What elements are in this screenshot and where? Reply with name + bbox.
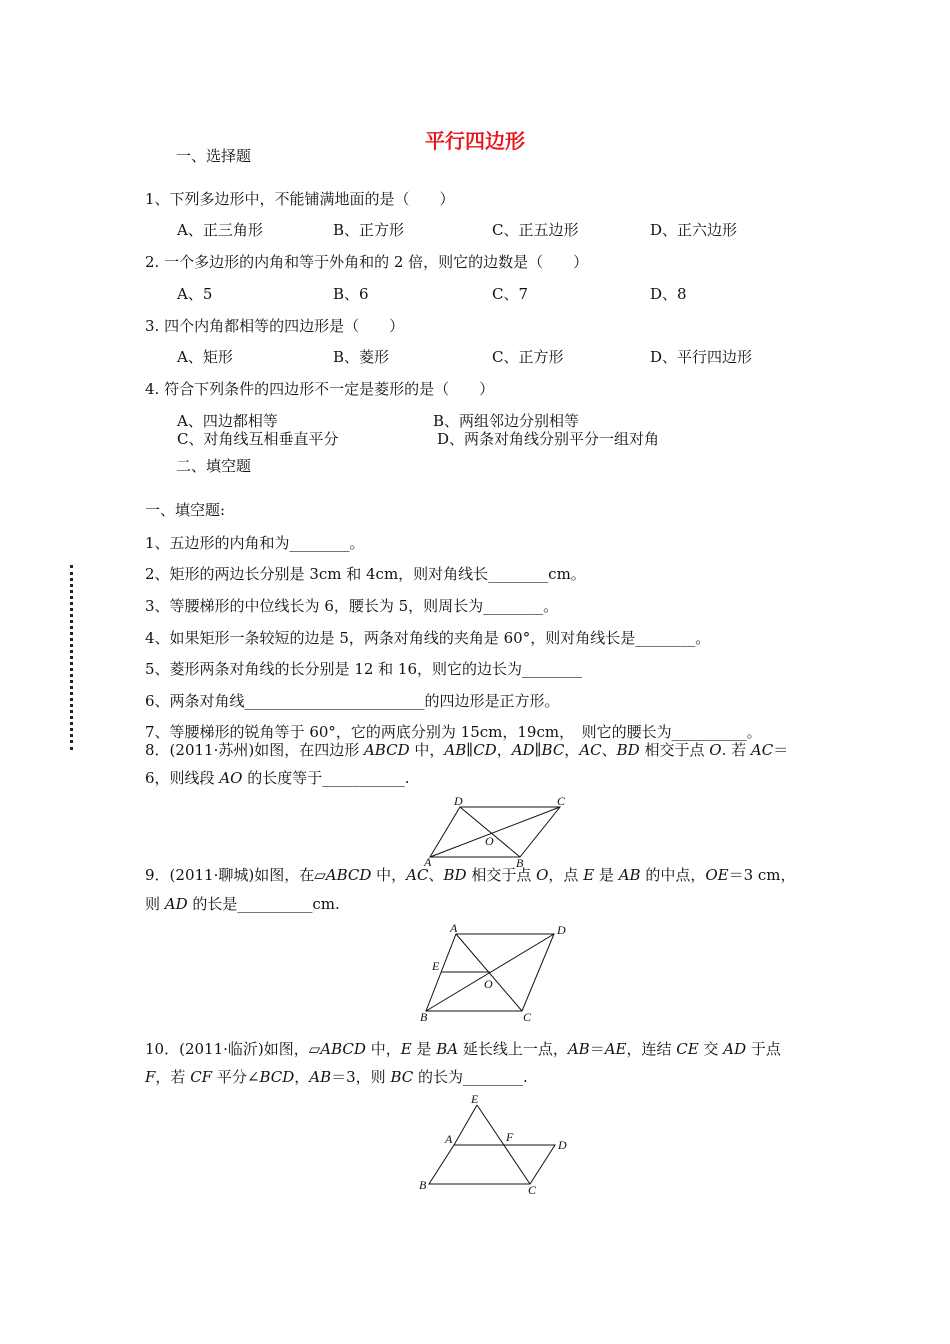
question-3-option-c: C、正方形 bbox=[492, 348, 564, 366]
fill-question-6: 6、两条对角线________________________的四边形是正方形。 bbox=[145, 692, 560, 710]
q8-diagonal-bd bbox=[460, 807, 520, 857]
q9-label-c: C bbox=[523, 1010, 532, 1024]
question-10-line-1: 10．(2011·临沂)如图，▱ABCD 中，E 是 BA 延长线上一点，AB＝AE，连结 CE 交 AD 于点 bbox=[145, 1040, 781, 1058]
question-4-option-d: D、两条对角线分别平分一组对角 bbox=[437, 430, 660, 448]
q8-label-a: A bbox=[424, 855, 432, 869]
question-1-stem: 1、下列多边形中，不能铺满地面的是（ ） bbox=[145, 190, 455, 208]
q10-label-e: E bbox=[471, 1093, 479, 1106]
fill-question-5: 5、菱形两条对角线的长分别是 12 和 16，则它的边长为________ bbox=[145, 660, 583, 678]
section-heading-fill: 二、填空题 bbox=[176, 457, 252, 475]
question-9-figure bbox=[412, 920, 582, 1025]
question-8-line-2: 6，则线段 AO 的长度等于___________. bbox=[145, 769, 410, 787]
question-9-line-2: 则 AD 的长是__________cm. bbox=[145, 895, 340, 913]
fill-question-7: 7、等腰梯形的锐角等于 60°，它的两底分别为 15cm，19cm， 则它的腰长为__________。 bbox=[145, 723, 762, 741]
question-4-option-b: B、两组邻边分别相等 bbox=[433, 412, 580, 430]
q8-label-b: B bbox=[516, 856, 524, 870]
question-4-option-a: A、四边都相等 bbox=[177, 412, 278, 430]
q8-label-d: D bbox=[454, 795, 463, 808]
fill-question-1: 1、五边形的内角和为________。 bbox=[145, 534, 365, 552]
question-1-option-a: A、正三角形 bbox=[177, 221, 263, 239]
question-4-option-c: C、对角线互相垂直平分 bbox=[177, 430, 339, 448]
q8-label-c: C bbox=[557, 795, 566, 808]
question-1-option-b: B、正方形 bbox=[333, 221, 405, 239]
q8-label-o: O bbox=[485, 834, 494, 848]
q10-label-a: A bbox=[445, 1132, 453, 1146]
fill-question-4: 4、如果矩形一条较短的边是 5，两条对角线的夹角是 60°，则对角线长是________。 bbox=[145, 629, 711, 647]
q9-label-b: B bbox=[420, 1010, 428, 1024]
question-4-stem: 4. 符合下列条件的四边形不一定是菱形的是（ ） bbox=[145, 380, 495, 398]
question-9-line-1: 9．(2011·聊城)如图，在▱ABCD 中，AC、BD 相交于点 O，点 E 是 AB 的中点，OE＝3 cm， bbox=[145, 866, 796, 884]
question-10-figure bbox=[412, 1093, 582, 1198]
question-8-figure bbox=[415, 795, 575, 870]
question-2-option-b: B、6 bbox=[333, 285, 369, 303]
q9-label-a: A bbox=[450, 921, 458, 935]
question-1-option-d: D、正六边形 bbox=[650, 221, 738, 239]
question-3-option-b: B、菱形 bbox=[333, 348, 390, 366]
fill-question-2: 2、矩形的两边长分别是 3cm 和 4cm，则对角线长________cm。 bbox=[145, 565, 586, 583]
question-3-option-d: D、平行四边形 bbox=[650, 348, 753, 366]
question-10-line-2: F，若 CF 平分∠BCD，AB＝3，则 BC 的长为________. bbox=[145, 1068, 528, 1086]
question-2-option-a: A、5 bbox=[177, 285, 213, 303]
q10-segment-ae bbox=[454, 1105, 477, 1145]
q10-label-f: F bbox=[506, 1130, 514, 1144]
question-2-option-c: C、7 bbox=[492, 285, 529, 303]
question-1-option-c: C、正五边形 bbox=[492, 221, 579, 239]
section-heading-choice: 一、选择题 bbox=[176, 147, 252, 165]
q9-label-o: O bbox=[484, 977, 493, 991]
q9-label-e: E bbox=[432, 959, 440, 973]
question-3-stem: 3. 四个内角都相等的四边形是（ ） bbox=[145, 317, 405, 335]
q10-label-b: B bbox=[419, 1178, 427, 1192]
fill-heading: 一、填空题: bbox=[145, 501, 226, 519]
question-3-option-a: A、矩形 bbox=[177, 348, 233, 366]
question-2-stem: 2. 一个多边形的内角和等于外角和的 2 倍，则它的边数是（ ） bbox=[145, 253, 589, 271]
question-8-line-1: 8．(2011·苏州)如图，在四边形 ABCD 中，AB∥CD，AD∥BC，AC、BD 相交于点 O. 若 AC＝ bbox=[145, 741, 789, 759]
q10-label-c: C bbox=[528, 1183, 537, 1197]
binding-dotted-line bbox=[70, 565, 77, 750]
q10-parallelogram bbox=[429, 1145, 555, 1184]
q9-label-d: D bbox=[557, 923, 566, 937]
fill-question-3: 3、等腰梯形的中位线长为 6，腰长为 5，则周长为________。 bbox=[145, 597, 559, 615]
question-2-option-d: D、8 bbox=[650, 285, 687, 303]
q10-label-d: D bbox=[558, 1138, 567, 1152]
page-title: 平行四边形 bbox=[425, 129, 525, 153]
